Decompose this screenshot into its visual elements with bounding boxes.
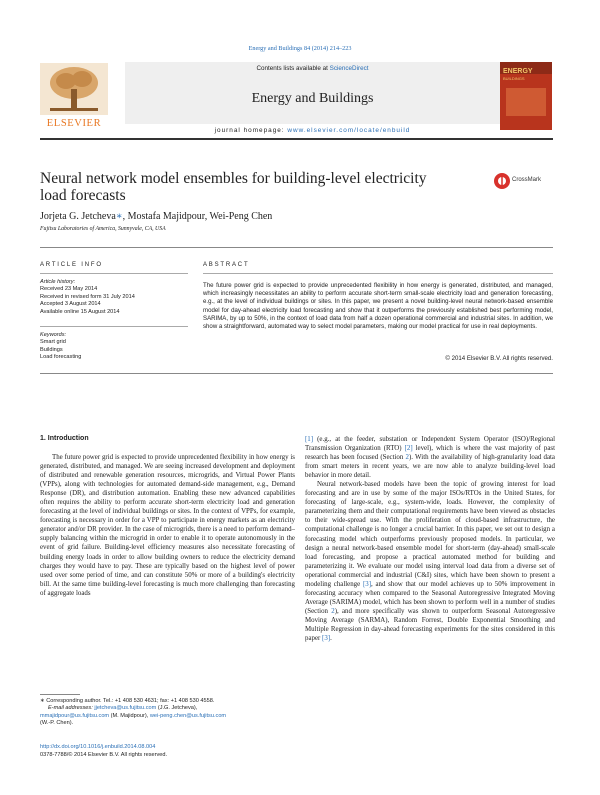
introduction-right-column <box>305 435 555 643</box>
crossmark-icon <box>493 172 511 190</box>
paragraph-text: ), and more specifically was shown to outperform Seasonal Autoregressive Moving Average (SARMA), Random Forrest, Double Exponential Smoothing and Multiple Regression in day-ahead forecasting experiments for the sites considered in this paper <box>305 607 556 643</box>
keywords-block <box>40 332 188 362</box>
cover-title-2: BUILDINGS <box>503 76 525 81</box>
contents-line <box>125 65 500 72</box>
section-link[interactable]: 2 <box>405 454 409 462</box>
author-1: Jorjeta G. Jetcheva <box>40 211 116 222</box>
introduction-left-column: The future power grid is expected to provide unprecedented flexibility in how energy is generated, distributed, and managed. We are seeing increased development and deployment of distributed and renewable generation resources, microgrids, and Virtual Power Plants (VPPs), along with technologies for automated demand-side management, e.g., Demand Response (DR), and distribution automation. Enabling these new advanced capabilities often requires the ability to perform accurate short-term electricity load and generation forecasting at the level of individual buildings or sites. In the context of VPPs, for example, forecasting is necessary in order for a VPP to participate in energy markets as an electricity generator and/or DR provider. In the case of microgrids, there is a need to perform demand–supply balancing within the microgrid in order to enable it to operate autonomously in the event of grid failure. Building-level efficiency measures also necessitate forecasting of building energy loads in order to allow building owners to reduce the electricity demand charges they would have to pay. These are typically based on the highest level of power used over some period of time, and can constitute 50% or more of a building's electricity bill. At the same time building-level forecasting is much more challenging than forecasting of aggregate loads <box>40 454 295 597</box>
paragraph-text: (e.g., at the feeder, substation or Independent System Operator (ISO)/Regional Transmission Organization (RTO) <box>305 436 555 453</box>
abstract-heading: ABSTRACT <box>203 262 250 268</box>
email-line <box>40 713 295 720</box>
citation-link[interactable]: [1] <box>305 436 314 443</box>
abstract-copyright: © 2014 Elsevier B.V. All rights reserved. <box>445 355 553 362</box>
paragraph-text: , and show that our model achieves up to 50% improvement in forecasting accuracy when compared to the Seasonal Autoregressive Integrated Moving Average (SARIMA) model, which has been shown to perform well in a number of studies (Section <box>305 580 555 615</box>
corresponding-author-mark[interactable]: ∗ <box>115 211 123 222</box>
journal-cover-image <box>500 62 552 130</box>
email-owner: (W.-P. Chen). <box>40 720 74 727</box>
footnote-rule <box>40 694 80 695</box>
keywords-label: Keywords: <box>40 332 67 338</box>
header-rule <box>40 138 553 140</box>
keyword: Load forecasting <box>40 354 82 361</box>
contents-prefix: Contents lists available at <box>256 65 330 72</box>
history-item: Received 23 May 2014 <box>40 286 98 293</box>
elsevier-tree-logo <box>40 63 108 115</box>
email-line <box>40 705 295 712</box>
paragraph-text: . <box>330 635 332 643</box>
history-label: Article history: <box>40 279 76 285</box>
other-authors: , Mostafa Majidpour, Wei-Peng Chen <box>122 211 273 222</box>
issn-line: 0378-7788/© 2014 Elsevier B.V. All rights reserved. <box>40 752 168 758</box>
email-link[interactable]: wei-peng.chen@us.fujitsu.com <box>149 712 227 719</box>
crossmark-label: CrossMark <box>512 177 542 183</box>
keyword: Buildings <box>40 346 63 353</box>
crossmark-badge[interactable] <box>493 172 563 190</box>
citation-link[interactable]: [2] <box>404 445 413 453</box>
intro-paragraph-1 <box>305 435 555 480</box>
section-link[interactable]: 2 <box>331 607 335 615</box>
front-matter-rule <box>40 373 553 374</box>
email-owner: (M. Majidpour), <box>109 712 150 719</box>
history-rule <box>40 326 188 327</box>
keyword: Smart grid <box>40 339 66 346</box>
affiliation: Fujitsu Laboratories of America, Sunnyvale, CA, USA <box>40 226 166 232</box>
author-list <box>40 211 272 222</box>
article-info-rule <box>40 273 188 274</box>
citation-link[interactable]: [3] <box>322 635 331 643</box>
sciencedirect-link[interactable]: ScienceDirect <box>329 65 369 72</box>
journal-reference-link[interactable]: Energy and Buildings 84 (2014) 214–223 <box>248 45 352 52</box>
article-info-heading: ARTICLE INFO <box>40 262 103 268</box>
homepage-link[interactable]: www.elsevier.com/locate/enbuild <box>287 127 411 134</box>
intro-paragraph-2 <box>305 480 555 643</box>
article-title: Neural network model ensembles for building-level electricity load forecasts <box>40 170 427 204</box>
elsevier-wordmark: ELSEVIER <box>46 118 102 129</box>
article-history <box>40 279 188 316</box>
citation-link[interactable]: [3] <box>362 580 371 588</box>
paragraph-text: ). With the availability of high-granularity load data from smart meters in recent years, we are now able to analyze building-level load behavior in more detail. <box>305 454 555 480</box>
history-item: Accepted 3 August 2014 <box>40 301 101 308</box>
email-label: E-mail addresses: <box>48 705 95 712</box>
paragraph-text: Neural network-based models have been the topic of growing interest for load forecasting and are in use by some of the major ISOs/RTOs in the United States, for forecasting of large-scale, e.g., system-wide, loads. However, the complexity of parameterizing them and their computational requirements have been viewed as obstacles to their wide-spread use. With the proliferation of cloud-based infrastructure, the computational challenge is no longer a crucial barrier. In this paper, we set out to design a forecasting model which outperforms previously proposed models. In particular, we design a neural network-based ensemble model for short-term (day-ahead) small-scale load forecasting, and propose a practical automated method for building and parameterizing it. We evaluate our model using interval load data from a diverse set of operational commercial and industrial (C&I) sites, which have been shown to present a modeling challenge <box>305 481 555 588</box>
history-item: Available online 15 August 2014 <box>40 308 120 315</box>
doi-link[interactable]: http://dx.doi.org/10.1016/j.enbuild.2014.08.004 <box>40 744 156 750</box>
paragraph-text: level), which is where the vast majority of past research has been focused (Section <box>305 445 556 462</box>
email-owner: (J.G. Jetcheva), <box>156 705 198 712</box>
abstract-rule <box>203 273 553 274</box>
introduction-heading: 1. Introduction <box>40 435 89 442</box>
homepage-label: journal homepage: <box>214 127 288 134</box>
corresponding-author-note: ∗ Corresponding author. Tel.: +1 408 530 4631; fax: +1 408 530 4558. <box>40 698 215 704</box>
email-link[interactable]: jjetcheva@us.fujitsu.com <box>94 705 157 712</box>
journal-homepage <box>125 127 500 134</box>
abstract-text: The future power grid is expected to provide unprecedented flexibility in how energy is generated, distributed, and managed, which increasingly necessitates an ability to perform accurate short-term small-scale electricity load and generation forecasting, e.g., at the level of individual buildings or sites. In this paper, we present a novel building-level neural network-based ensemble model for day-ahead electricity load forecasting and show that it outperforms the previously established best performing model, SARIMA, by up to 50%, in the context of load data from half a dozen operational commercial and industrial sites. In addition, we show a straightforward, automated way to select model parameters, making our model practical for use in real deployments. <box>203 282 553 331</box>
history-item: Received in revised form 31 July 2014 <box>40 293 135 300</box>
footnote-block <box>40 698 295 728</box>
journal-title: Energy and Buildings <box>251 91 374 106</box>
affiliation-rule <box>40 247 553 248</box>
cover-title-1: ENERGY <box>503 68 533 75</box>
email-link[interactable]: mmajidpour@us.fujitsu.com <box>40 712 110 719</box>
